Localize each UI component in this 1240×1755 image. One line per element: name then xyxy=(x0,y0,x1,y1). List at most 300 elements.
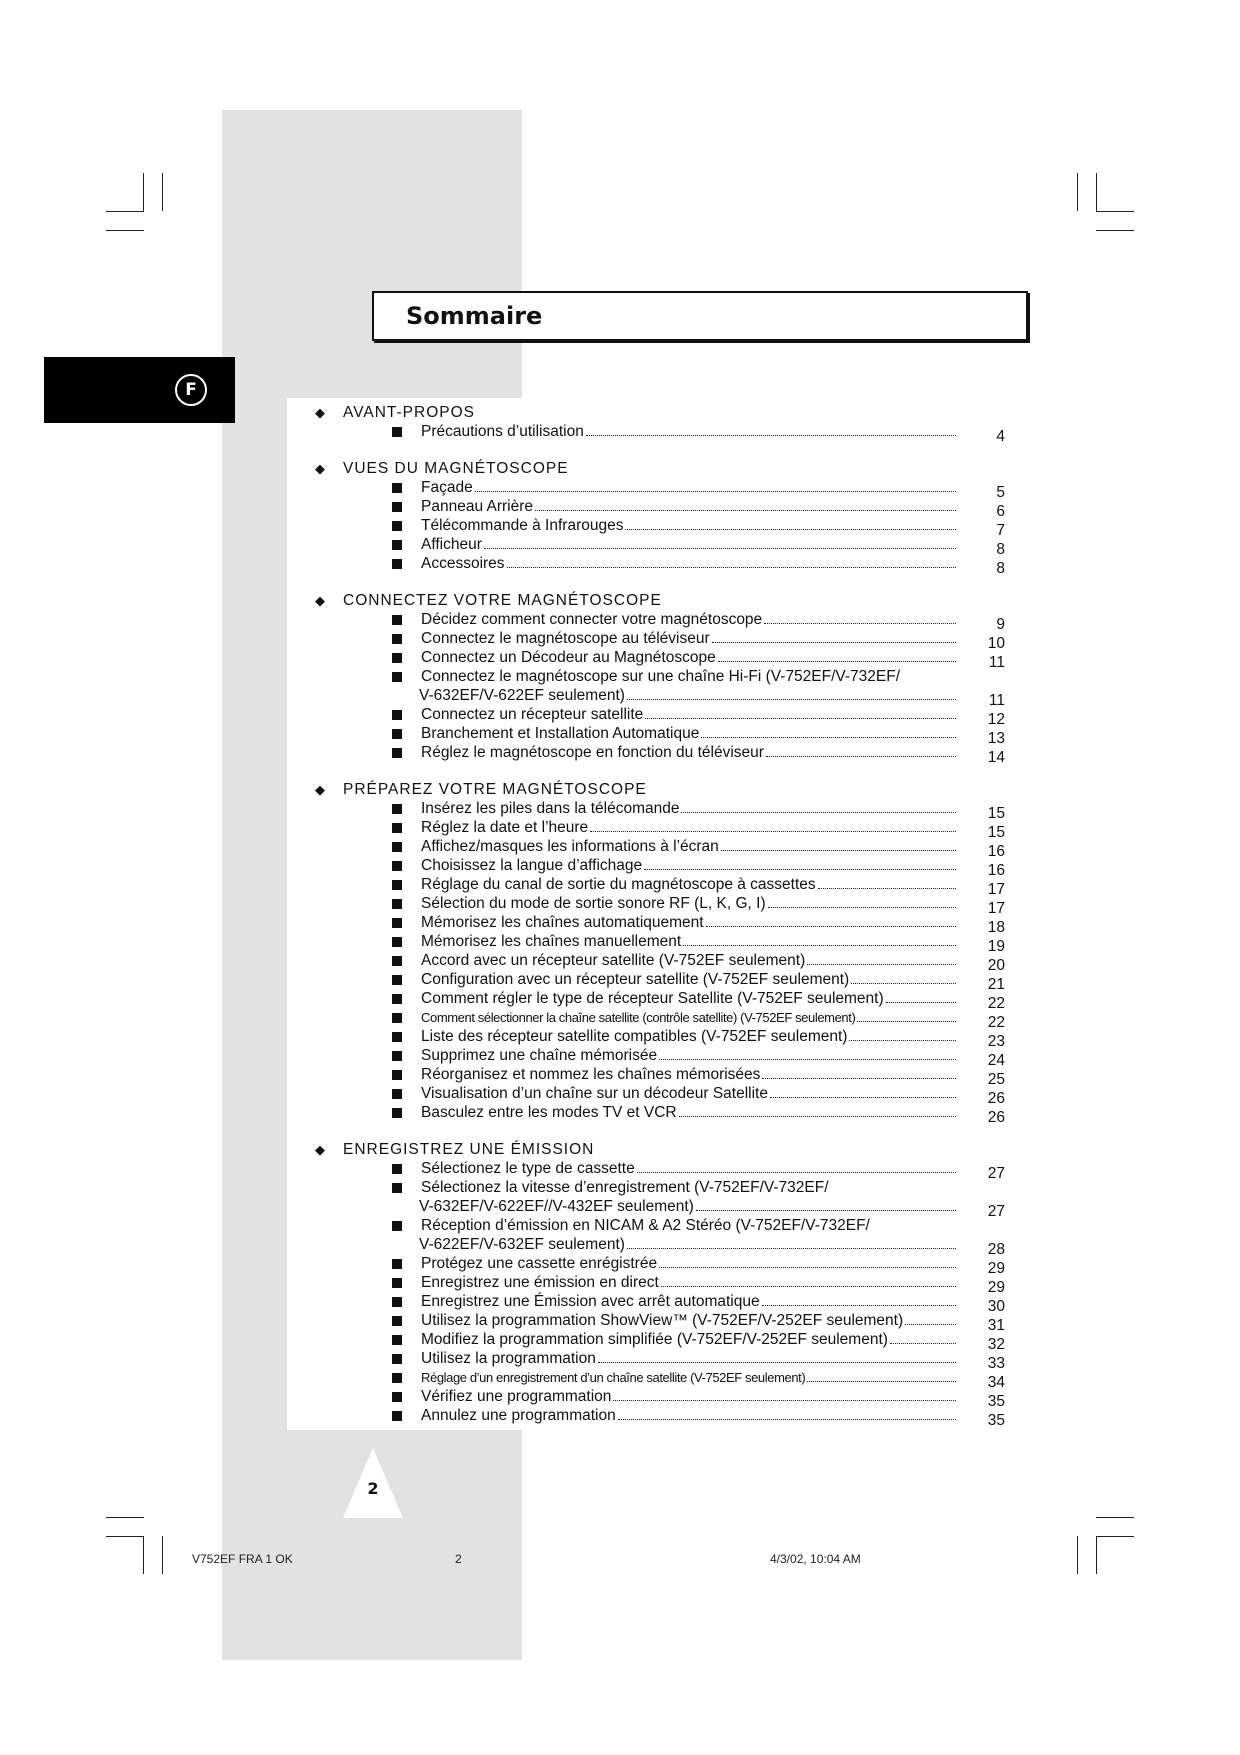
toc-entry xyxy=(315,1311,1005,1334)
toc-entry xyxy=(315,1008,1005,1031)
toc-entry xyxy=(315,1046,1005,1069)
page-number: 2 xyxy=(367,1479,379,1498)
square-bullet-icon xyxy=(392,1297,402,1307)
crop-mark xyxy=(1096,1536,1097,1574)
dot-leader xyxy=(637,1159,956,1173)
toc-entry xyxy=(315,837,1005,860)
square-bullet-icon xyxy=(392,559,402,569)
square-bullet-icon xyxy=(392,634,402,644)
square-bullet-icon xyxy=(392,748,402,758)
toc-entry xyxy=(315,610,1005,633)
crop-mark xyxy=(143,173,144,211)
entry-page-number: 26 xyxy=(987,1090,1005,1107)
section-title xyxy=(315,403,1005,422)
entry-line xyxy=(421,610,957,629)
entry-label: Afficheur xyxy=(421,536,482,553)
entry-label: V-632EF/V-622EF seulement) xyxy=(419,687,625,704)
entry-page-number: 12 xyxy=(987,711,1005,728)
entry-line xyxy=(421,478,957,497)
dot-leader xyxy=(627,1235,956,1249)
entry-line xyxy=(421,1084,957,1103)
square-bullet-icon xyxy=(392,937,402,947)
entry-line xyxy=(421,1273,957,1292)
dot-leader xyxy=(696,1197,956,1211)
entry-label: Supprimez une chaîne mémorisée xyxy=(421,1047,658,1064)
entry-line xyxy=(421,856,957,875)
entry-label: Enregistrez une émission en direct xyxy=(421,1274,659,1291)
entry-label: Choisissez la langue d’affichage xyxy=(421,857,643,874)
entry-page-number: 26 xyxy=(987,1109,1005,1126)
dot-leader xyxy=(857,1008,956,1022)
toc-entry xyxy=(315,1292,1005,1315)
toc-entry xyxy=(315,818,1005,841)
entry-label: Mémorisez les chaînes automatiquement xyxy=(421,914,704,931)
entry-line xyxy=(421,894,957,913)
entry-line xyxy=(421,1103,957,1122)
entry-label: Insérez les piles dans la télécomande xyxy=(421,800,680,817)
dot-leader xyxy=(764,610,956,624)
dot-leader xyxy=(644,856,956,870)
dot-leader xyxy=(645,705,956,719)
entry-line xyxy=(421,970,957,989)
entry-line xyxy=(421,1406,957,1425)
entry-label: Connectez un Décodeur au Magnétoscope xyxy=(421,649,716,666)
dot-leader xyxy=(762,1065,956,1079)
toc-entry xyxy=(315,1368,1005,1391)
entry-label: Façade xyxy=(421,479,473,496)
entry-line xyxy=(421,1349,957,1368)
entry-page-number: 11 xyxy=(988,654,1005,671)
toc-entry xyxy=(315,1027,1005,1050)
table-of-contents xyxy=(315,403,1005,1443)
dot-leader xyxy=(762,1292,956,1306)
entry-page-number: 7 xyxy=(996,522,1005,539)
entry-label: Basculez entre les modes TV et VCR xyxy=(421,1104,677,1121)
toc-entry xyxy=(315,932,1005,955)
square-bullet-icon xyxy=(392,1221,402,1231)
entry-line xyxy=(421,1311,957,1330)
entry-page-number: 16 xyxy=(987,862,1005,879)
crop-mark xyxy=(1096,1517,1134,1518)
entry-page-number: 31 xyxy=(987,1317,1005,1334)
entry-label: Configuration avec un récepteur satellite (V-752EF seulement) xyxy=(421,971,850,988)
square-bullet-icon xyxy=(392,1373,402,1383)
square-bullet-icon xyxy=(392,1411,402,1421)
square-bullet-icon xyxy=(392,1164,402,1174)
crop-mark xyxy=(1096,1536,1134,1537)
entry-label: Branchement et Installation Automatique xyxy=(421,725,700,742)
toc-entry xyxy=(315,970,1005,993)
square-bullet-icon xyxy=(392,710,402,720)
square-bullet-icon xyxy=(392,427,402,437)
dot-leader xyxy=(475,478,956,492)
square-bullet-icon xyxy=(392,1354,402,1364)
toc-entry xyxy=(315,894,1005,917)
entry-page-number: 14 xyxy=(987,749,1005,766)
entry-line xyxy=(421,951,957,970)
entry-line xyxy=(421,989,957,1008)
entry-label: Liste des récepteur satellite compatibles (V-752EF seulement) xyxy=(421,1028,848,1045)
crop-mark xyxy=(1077,173,1078,211)
dot-leader xyxy=(766,743,956,757)
dot-leader xyxy=(721,837,956,851)
entry-page-number: 33 xyxy=(987,1355,1005,1372)
entry-line xyxy=(421,1387,957,1406)
entry-page-number: 9 xyxy=(996,616,1005,633)
dot-leader xyxy=(590,818,956,832)
dot-leader xyxy=(712,629,956,643)
language-badge: F xyxy=(175,374,207,406)
entry-label: V-622EF/V-632EF seulement) xyxy=(419,1236,625,1253)
square-bullet-icon xyxy=(392,994,402,1004)
entry-label: Réglez la date et l’heure xyxy=(421,819,589,836)
toc-entry xyxy=(315,724,1005,747)
toc-entry xyxy=(315,554,1005,577)
square-bullet-icon xyxy=(392,1183,402,1193)
toc-entry xyxy=(315,478,1005,501)
entry-label: Utilisez la programmation ShowView™ (V-752EF/V-252EF seulement) xyxy=(421,1312,904,1329)
toc-entry xyxy=(315,667,1005,709)
square-bullet-icon xyxy=(392,880,402,890)
toc-entry xyxy=(315,913,1005,936)
crop-mark xyxy=(1096,211,1134,212)
dot-leader xyxy=(807,951,956,965)
entry-page-number: 5 xyxy=(996,484,1005,501)
toc-entry xyxy=(315,497,1005,520)
section-title xyxy=(315,780,1005,799)
square-bullet-icon xyxy=(392,1070,402,1080)
dot-leader xyxy=(768,894,956,908)
entry-page-number: 16 xyxy=(987,843,1005,860)
dot-leader xyxy=(627,686,956,700)
entry-page-number: 29 xyxy=(987,1260,1005,1277)
toc-section xyxy=(315,591,1005,766)
diamond-bullet-icon: ◆ xyxy=(315,1142,326,1157)
entry-page-number: 28 xyxy=(987,1241,1005,1258)
toc-entry xyxy=(315,516,1005,539)
crop-mark xyxy=(1077,1536,1078,1574)
entry-label: Annulez une programmation xyxy=(421,1407,616,1424)
dot-leader xyxy=(625,516,956,530)
entry-label: Accessoires xyxy=(421,555,505,572)
square-bullet-icon xyxy=(392,1316,402,1326)
footer-file: V752EF FRA 1 OK xyxy=(192,1552,293,1566)
entry-line xyxy=(421,1368,957,1387)
toc-section xyxy=(315,459,1005,577)
entry-page-number: 8 xyxy=(996,560,1005,577)
square-bullet-icon xyxy=(392,1032,402,1042)
title-box xyxy=(372,291,1028,341)
entry-page-number: 18 xyxy=(987,919,1005,936)
square-bullet-icon xyxy=(392,861,402,871)
entry-line xyxy=(421,799,957,818)
square-bullet-icon xyxy=(392,1278,402,1288)
toc-entry xyxy=(315,1330,1005,1353)
toc-entry xyxy=(315,705,1005,728)
entry-line xyxy=(421,1065,957,1084)
section-title-text: ENREGISTREZ UNE ÉMISSION xyxy=(343,1141,595,1158)
entry-label: Panneau Arrière xyxy=(421,498,534,515)
diamond-bullet-icon: ◆ xyxy=(315,782,326,797)
footer-date: 4/3/02, 10:04 AM xyxy=(770,1552,861,1566)
crop-mark xyxy=(162,173,163,211)
toc-entry xyxy=(315,856,1005,879)
crop-mark xyxy=(106,211,144,212)
square-bullet-icon xyxy=(392,1335,402,1345)
entry-page-number: 27 xyxy=(987,1165,1005,1182)
dot-leader xyxy=(886,989,956,1003)
toc-entry xyxy=(315,1159,1005,1182)
toc-entry xyxy=(315,989,1005,1012)
dot-leader xyxy=(679,1103,956,1117)
dot-leader xyxy=(890,1330,956,1344)
dot-leader xyxy=(659,1254,956,1268)
square-bullet-icon xyxy=(392,956,402,966)
entry-line xyxy=(421,724,957,743)
square-bullet-icon xyxy=(392,483,402,493)
entry-line xyxy=(421,932,957,951)
entry-label: Connectez le magnétoscope au téléviseur xyxy=(421,630,710,647)
diamond-bullet-icon: ◆ xyxy=(315,593,326,608)
square-bullet-icon xyxy=(392,615,402,625)
square-bullet-icon xyxy=(392,540,402,550)
square-bullet-icon xyxy=(392,918,402,928)
entry-label: Protégez une cassette enrégistrée xyxy=(421,1255,658,1272)
entry-label: Décidez comment connecter votre magnétoscope xyxy=(421,611,763,628)
entry-line xyxy=(421,554,957,573)
entry-label: Accord avec un récepteur satellite (V-752EF seulement) xyxy=(421,952,806,969)
entry-page-number: 22 xyxy=(987,1014,1005,1031)
entry-label: Sélectionez le type de cassette xyxy=(421,1160,635,1177)
square-bullet-icon xyxy=(392,899,402,909)
entry-label: Réorganisez et nommez les chaînes mémorisées xyxy=(421,1066,761,1083)
entry-page-number: 15 xyxy=(987,805,1005,822)
entry-label: Réglage du canal de sortie du magnétoscope à cassettes xyxy=(421,876,816,893)
entry-line xyxy=(421,875,957,894)
dot-leader xyxy=(905,1311,956,1325)
entry-line xyxy=(421,743,957,762)
entry-page-number: 22 xyxy=(987,995,1005,1012)
entry-line xyxy=(421,1159,957,1178)
entry-label: Comment régler le type de récepteur Satellite (V-752EF seulement) xyxy=(421,990,884,1007)
entry-label: Mémorisez les chaînes manuellement xyxy=(421,933,682,950)
entry-line xyxy=(421,1027,957,1046)
square-bullet-icon xyxy=(392,1089,402,1099)
entry-page-number: 24 xyxy=(987,1052,1005,1069)
entry-page-number: 10 xyxy=(987,635,1005,652)
crop-mark xyxy=(143,1536,144,1574)
entry-label: Télécommande à Infrarouges xyxy=(421,517,624,534)
entry-page-number: 4 xyxy=(996,428,1005,445)
footer-page: 2 xyxy=(455,1552,462,1566)
entry-page-number: 21 xyxy=(987,976,1005,993)
square-bullet-icon xyxy=(392,653,402,663)
square-bullet-icon xyxy=(392,521,402,531)
entry-label: Modifiez la programmation simplifiée (V-752EF/V-252EF seulement) xyxy=(421,1331,888,1348)
dot-leader xyxy=(613,1387,956,1401)
entry-line xyxy=(419,1197,957,1216)
square-bullet-icon xyxy=(392,1392,402,1402)
dot-leader xyxy=(681,799,956,813)
entry-page-number: 13 xyxy=(987,730,1005,747)
toc-entry xyxy=(315,743,1005,766)
entry-label: Affichez/masques les informations à l’écran xyxy=(421,838,719,855)
toc-entry xyxy=(315,799,1005,822)
square-bullet-icon xyxy=(392,1051,402,1061)
square-bullet-icon xyxy=(392,729,402,739)
entry-label: Connectez un récepteur satellite xyxy=(421,706,644,723)
entry-label: Réglez le magnétoscope en fonction du téléviseur xyxy=(421,744,764,761)
entry-line xyxy=(421,648,957,667)
square-bullet-icon xyxy=(392,1013,402,1023)
entry-page-number: 15 xyxy=(987,824,1005,841)
square-bullet-icon xyxy=(392,823,402,833)
section-title-text: VUES DU MAGNÉTOSCOPE xyxy=(343,460,569,477)
section-title-text: CONNECTEZ VOTRE MAGNÉTOSCOPE xyxy=(343,592,662,609)
dot-leader xyxy=(484,535,956,549)
entry-page-number: 27 xyxy=(987,1203,1005,1220)
toc-entry xyxy=(315,1065,1005,1088)
dot-leader xyxy=(701,724,956,738)
entry-line xyxy=(421,1330,957,1349)
entry-line xyxy=(421,705,957,724)
toc-entry xyxy=(315,1387,1005,1410)
dot-leader xyxy=(659,1046,956,1060)
entry-line xyxy=(421,1254,957,1273)
section-title-text: AVANT-PROPOS xyxy=(343,404,476,421)
language-tab xyxy=(44,357,235,423)
entry-page-number: 17 xyxy=(987,900,1005,917)
dot-leader xyxy=(618,1406,956,1420)
toc-section xyxy=(315,1140,1005,1429)
toc-entry xyxy=(315,422,1005,445)
entry-label: Sélection du mode de sortie sonore RF (L, K, G, I) xyxy=(421,895,766,912)
toc-entry xyxy=(315,1103,1005,1126)
entry-line xyxy=(421,1292,957,1311)
entry-label: Visualisation d’un chaîne sur un décodeur Satellite xyxy=(421,1085,768,1102)
square-bullet-icon xyxy=(392,672,402,682)
toc-entry xyxy=(315,951,1005,974)
entry-label: Utilisez la programmation xyxy=(421,1350,596,1367)
entry-label: Enregistrez une Émission avec arrêt automatique xyxy=(421,1293,760,1310)
entry-page-number: 25 xyxy=(987,1071,1005,1088)
entry-label: Réglage d’un enregistrement d’un chaîne satellite (V-752EF seulement) xyxy=(421,1370,806,1385)
dot-leader xyxy=(718,648,956,662)
entry-label-line1: Sélectionez la vitesse d’enregistrement (V-752EF/V-732EF/ xyxy=(421,1179,829,1196)
crop-mark xyxy=(106,1517,144,1518)
section-title xyxy=(315,459,1005,478)
entry-page-number: 19 xyxy=(987,938,1005,955)
toc-entry xyxy=(315,1084,1005,1107)
square-bullet-icon xyxy=(392,975,402,985)
entry-line xyxy=(421,1046,957,1065)
crop-mark xyxy=(1096,230,1134,231)
entry-line xyxy=(421,629,957,648)
crop-mark xyxy=(106,1536,144,1537)
entry-line xyxy=(421,818,957,837)
toc-entry xyxy=(315,875,1005,898)
entry-label: Précautions d’utilisation xyxy=(421,423,584,440)
entry-page-number: 35 xyxy=(987,1393,1005,1410)
entry-line xyxy=(419,1235,957,1254)
entry-page-number: 35 xyxy=(987,1412,1005,1429)
entry-label-line1: Connectez le magnétoscope sur une chaîne Hi-Fi (V-752EF/V-732EF/ xyxy=(421,668,901,685)
toc-entry xyxy=(315,1273,1005,1296)
entry-page-number: 34 xyxy=(987,1374,1005,1391)
diamond-bullet-icon: ◆ xyxy=(315,405,326,420)
toc-entry xyxy=(315,648,1005,671)
diamond-bullet-icon: ◆ xyxy=(315,461,326,476)
entry-line xyxy=(421,535,957,554)
entry-page-number: 23 xyxy=(987,1033,1005,1050)
crop-mark xyxy=(106,230,144,231)
toc-entry xyxy=(315,1406,1005,1429)
dot-leader xyxy=(586,422,956,436)
square-bullet-icon xyxy=(392,502,402,512)
entry-label-line1: Réception d’émission en NICAM & A2 Stéréo (V-752EF/V-732EF/ xyxy=(421,1217,870,1234)
entry-label: V-632EF/V-622EF//V-432EF seulement) xyxy=(419,1198,694,1215)
entry-page-number: 30 xyxy=(987,1298,1005,1315)
entry-line xyxy=(421,1008,957,1027)
dot-leader xyxy=(706,913,956,927)
page-title: Sommaire xyxy=(406,302,543,330)
entry-page-number: 6 xyxy=(996,503,1005,520)
section-title xyxy=(315,1140,1005,1159)
entry-line xyxy=(421,913,957,932)
dot-leader xyxy=(535,497,956,511)
toc-entry xyxy=(315,629,1005,652)
toc-entry xyxy=(315,1349,1005,1372)
toc-entry xyxy=(315,1254,1005,1277)
dot-leader xyxy=(851,970,956,984)
square-bullet-icon xyxy=(392,804,402,814)
section-title xyxy=(315,591,1005,610)
entry-page-number: 8 xyxy=(996,541,1005,558)
entry-line xyxy=(421,422,957,441)
toc-section xyxy=(315,403,1005,445)
entry-page-number: 17 xyxy=(987,881,1005,898)
dot-leader xyxy=(807,1368,956,1382)
toc-entry xyxy=(315,1216,1005,1258)
toc-entry xyxy=(315,535,1005,558)
dot-leader xyxy=(598,1349,956,1363)
crop-mark xyxy=(162,1536,163,1574)
entry-label: Comment sélectionner la chaîne satellite (contrôle satellite) (V-752EF seulement) xyxy=(421,1010,856,1025)
toc-entry xyxy=(315,1178,1005,1220)
entry-page-number: 20 xyxy=(987,957,1005,974)
square-bullet-icon xyxy=(392,1259,402,1269)
entry-page-number: 29 xyxy=(987,1279,1005,1296)
entry-line xyxy=(421,837,957,856)
dot-leader xyxy=(683,932,956,946)
entry-line xyxy=(421,497,957,516)
square-bullet-icon xyxy=(392,1108,402,1118)
entry-page-number: 32 xyxy=(987,1336,1005,1353)
dot-leader xyxy=(770,1084,956,1098)
entry-page-number: 11 xyxy=(988,692,1005,709)
dot-leader xyxy=(661,1273,956,1287)
crop-mark xyxy=(1096,173,1097,211)
toc-section xyxy=(315,780,1005,1126)
dot-leader xyxy=(849,1027,956,1041)
section-title-text: PRÉPAREZ VOTRE MAGNÉTOSCOPE xyxy=(343,781,647,798)
square-bullet-icon xyxy=(392,842,402,852)
entry-line xyxy=(419,686,957,705)
dot-leader xyxy=(818,875,956,889)
entry-line xyxy=(421,516,957,535)
dot-leader xyxy=(507,554,956,568)
entry-label: Vérifiez une programmation xyxy=(421,1388,612,1405)
